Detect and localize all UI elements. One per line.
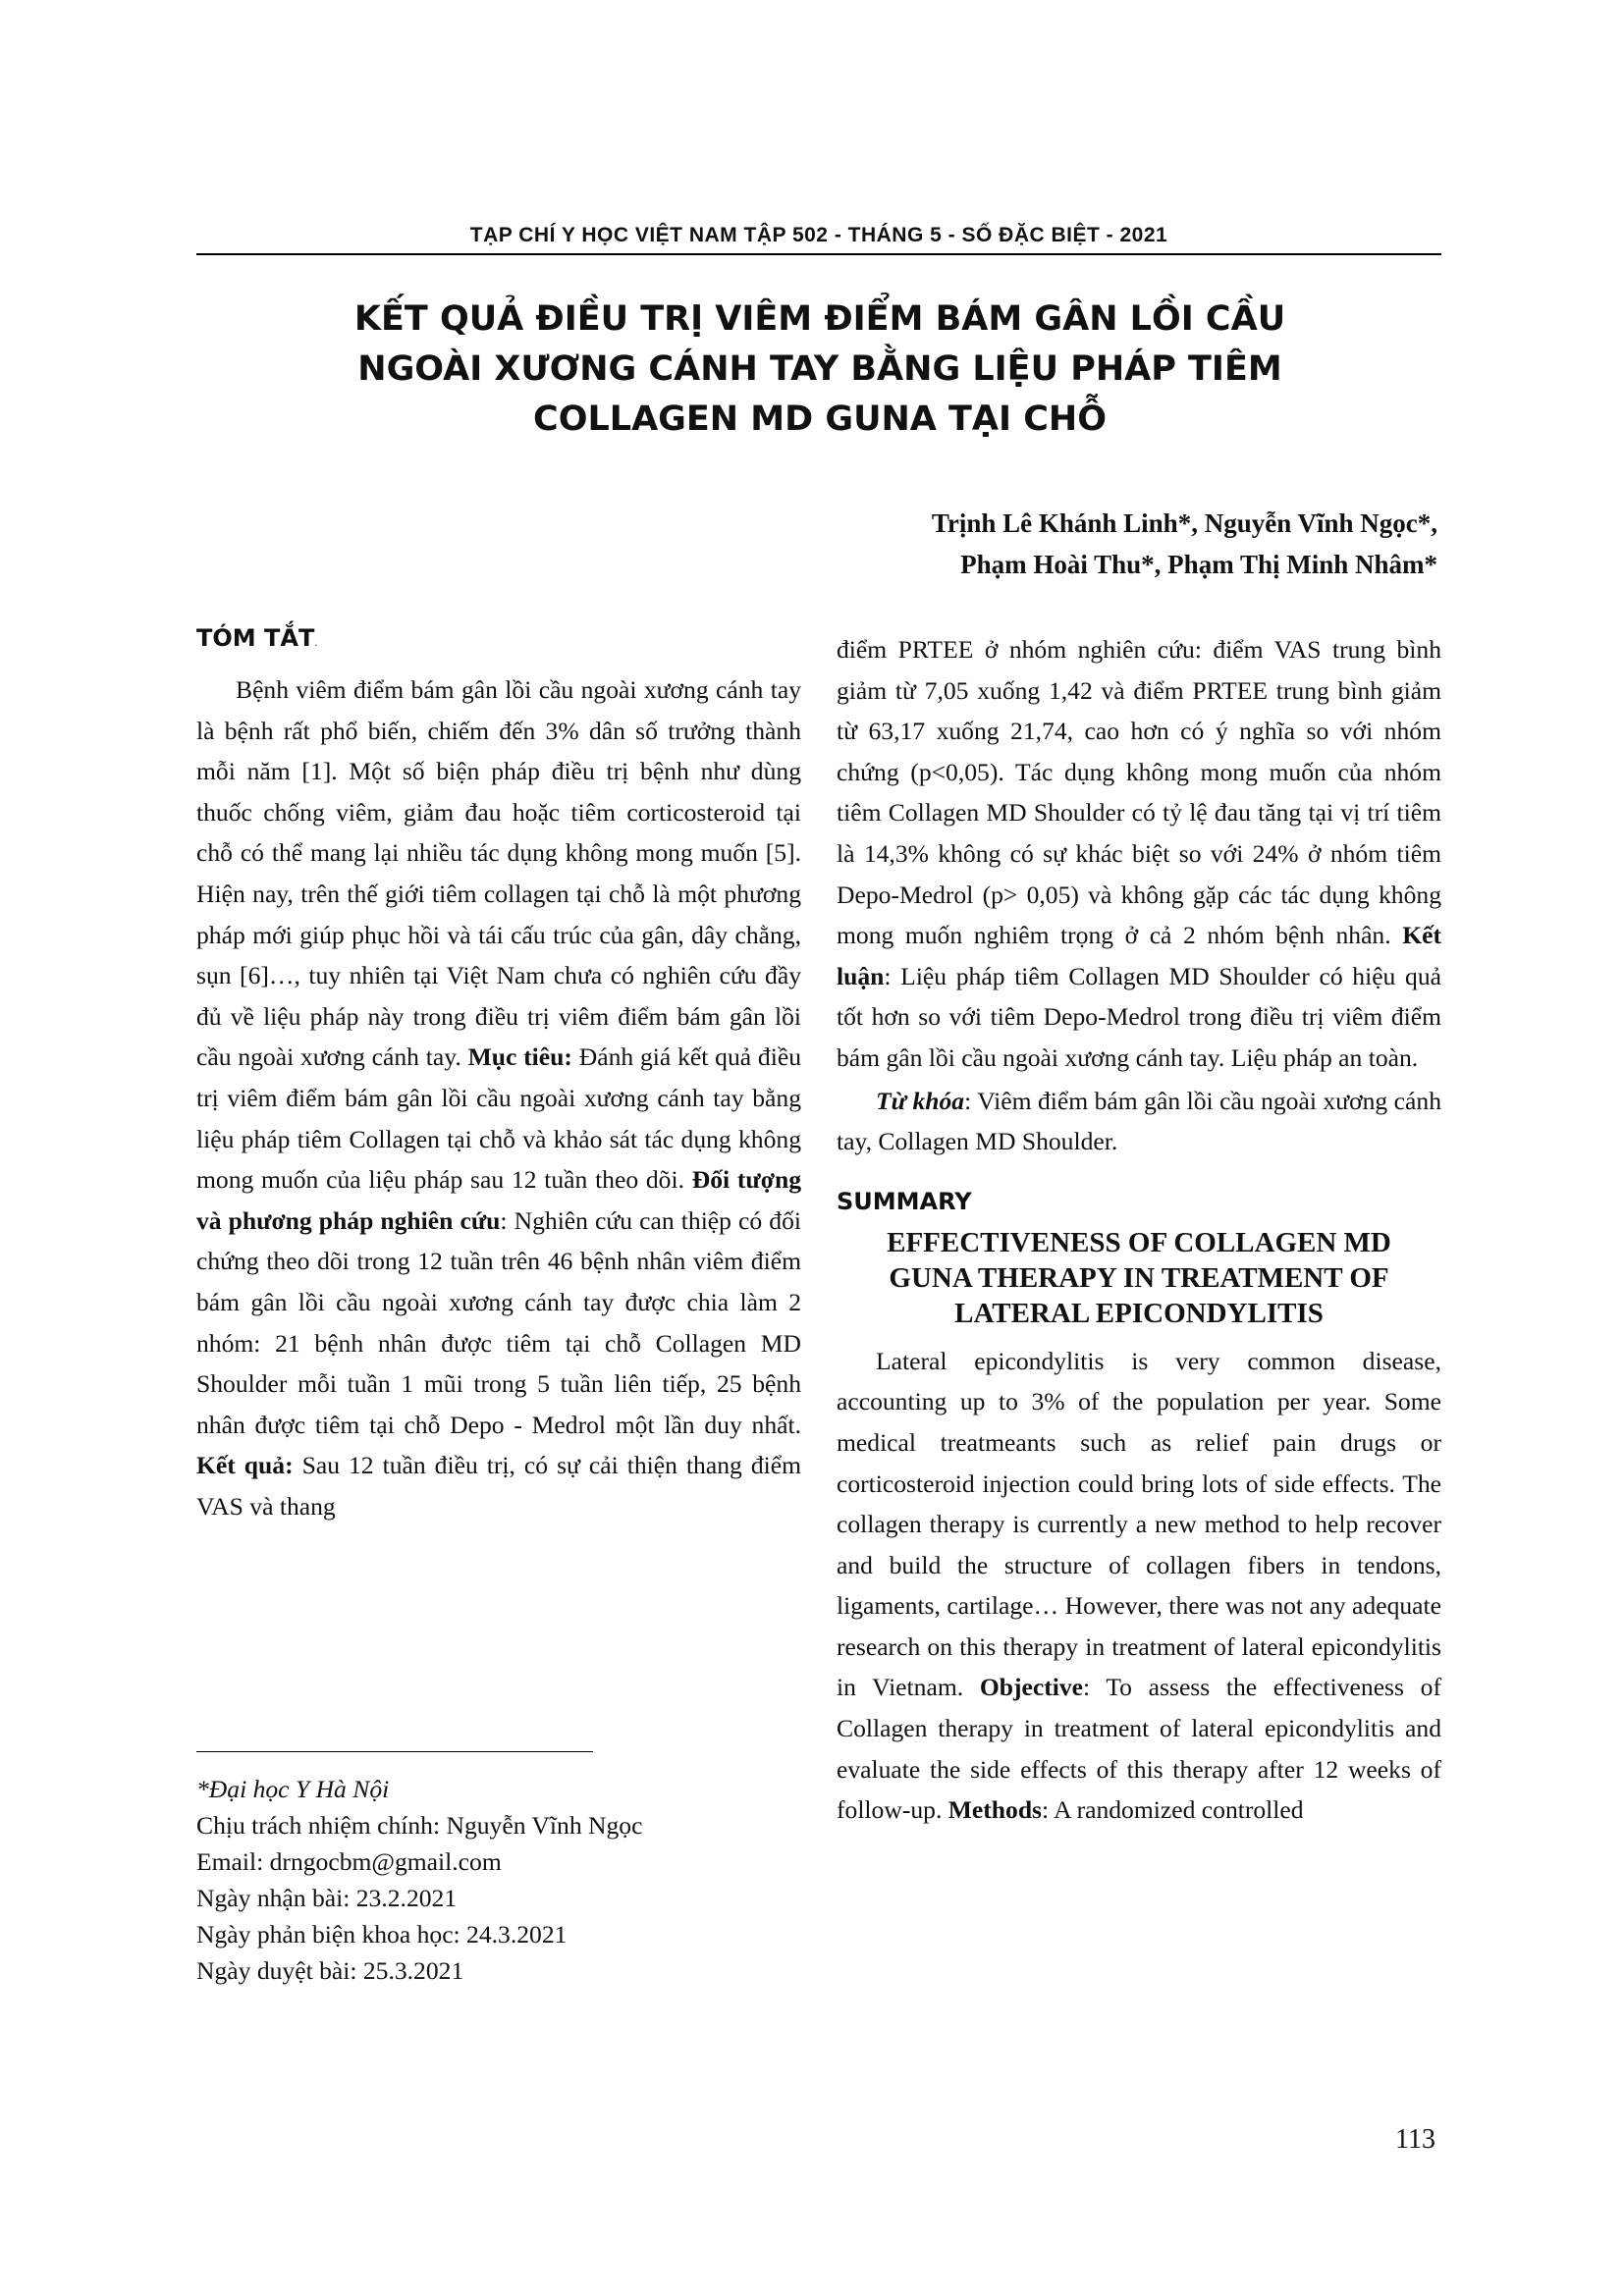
en-methods-label: Methods: [947, 1795, 1043, 1825]
footnotes: [196, 1771, 805, 1989]
date-accepted: Ngày duyệt bài: 25.3.2021: [196, 1956, 464, 1985]
abstract-heading-mark: .: [314, 638, 318, 649]
author-list: [687, 503, 1437, 585]
corresponding-author: Chịu trách nhiệm chính: Nguyễn Vĩnh Ngọc: [196, 1811, 643, 1840]
objective-text: Đánh giá kết quả điều trị viêm điểm bám gân lồi cầu ngoài xương cánh tay bằng liệu pháp tiêm Collagen tại chỗ và khảo sát tác dụng không mong muốn của liệu pháp sau 12 tuần theo dõi.: [196, 1042, 801, 1195]
page-number: 113: [1395, 2124, 1435, 2155]
keywords-label: Từ khóa: [876, 1086, 965, 1115]
en-objective-text: : To assess the effectiveness of Collagen therapy in treatment of lateral epicondylitis and evaluate the side effects of this therapy after 12 weeks of follow-up.: [837, 1673, 1441, 1825]
summary-paragraph: [837, 1341, 1441, 1831]
results-text-part2: điểm PRTEE ở nhóm nghiên cứu: điểm VAS trung bình giảm từ 7,05 xuống 1,42 và điểm PRTEE trung bình giảm từ 63,17 xuống 21,74, cao hơn có ý nghĩa so với nhóm chứng (p<0,05). Tác dụng không mong muốn của nhóm tiêm Collagen MD Shoulder có tỷ lệ đau tăng tại vị trí tiêm là 14,3% không có sự khác biệt so với 24% ở nhóm tiêm Depo-Medrol (p> 0,05) và không gặp các tác dụng không mong muốn nghiêm trọng ở cả 2 nhóm bệnh nhân.: [837, 635, 1441, 950]
date-received: Ngày nhận bài: 23.2.2021: [196, 1884, 458, 1912]
affiliation: *Đại học Y Hà Nội: [196, 1775, 390, 1803]
english-title-line: LATERAL EPICONDYLITIS: [954, 1297, 1324, 1329]
keywords-text: : Viêm điểm bám gân lồi cầu ngoài xương cánh tay, Collagen MD Shoulder.: [837, 1086, 1441, 1156]
email: Email: drngocbm@gmail.com: [196, 1847, 502, 1876]
keywords: [837, 1081, 1441, 1162]
title-line: NGOÀI XƯƠNG CÁNH TAY BẰNG LIỆU PHÁP TIÊM: [357, 349, 1282, 389]
results-text-part1: Sau 12 tuần điều trị, có sự cải thiện thang điểm VAS và thang: [196, 1451, 801, 1521]
summary-intro: Lateral epicondylitis is very common disease, accounting up to 3% of the population per year. Some medical treatmeants such as relief pain drugs or corticosteroid injection could bring lots of side effects. The collagen therapy is currently a new method to help recover and build the structure of collagen fibers in tendons, ligaments, cartilage… However, there was not any adequate research on this therapy in treatment of lateral epicondylitis in Vietnam.: [837, 1346, 1441, 1702]
running-header: TẠP CHÍ Y HỌC VIỆT NAM TẬP 502 - THÁNG 5 - SỐ ĐẶC BIỆT - 2021: [469, 224, 1168, 246]
article-title: [255, 294, 1384, 445]
author-line: Phạm Hoài Thu*, Phạm Thị Minh Nhâm*: [960, 550, 1437, 579]
en-objective-label: Objective: [979, 1673, 1083, 1702]
en-methods-text: : A randomized controlled: [1042, 1795, 1304, 1825]
header-rule: [196, 253, 1441, 255]
title-line: COLLAGEN MD GUNA TẠI CHỖ: [533, 400, 1107, 439]
methods-text: : Nghiên cứu can thiệp có đối chứng theo dõi trong 12 tuần trên 46 bệnh nhân viêm điểm bám gân lồi cầu ngoài xương cánh tay được chia làm 2 nhóm: 21 bệnh nhân được tiêm tại chỗ Collagen MD Shoulder mỗi tuần 1 mũi trong 5 tuần liên tiếp, 25 bệnh nhân được tiêm tại chỗ Depo - Medrol một lần duy nhất.: [196, 1205, 802, 1439]
english-title-line: GUNA THERAPY IN TREATMENT OF: [889, 1261, 1389, 1294]
conclusion-label: Kết luận: [837, 921, 1441, 990]
abstract-heading: [196, 618, 801, 664]
date-reviewed: Ngày phản biện khoa học: 24.3.2021: [196, 1920, 568, 1949]
objective-label: Mục tiêu:: [467, 1042, 572, 1072]
methods-label: Đối tượng và phương pháp nghiên cứu: [196, 1165, 801, 1235]
footnote-rule: [196, 1751, 593, 1752]
title-line: KẾT QUẢ ĐIỀU TRỊ VIÊM ĐIỂM BÁM GÂN LỒI CẦU: [353, 299, 1286, 339]
summary-heading: SUMMARY: [837, 1187, 972, 1215]
right-column: [837, 629, 1441, 1831]
english-title: [837, 1225, 1441, 1331]
abstract-paragraph: [196, 669, 801, 1526]
abstract-intro: Bệnh viêm điểm bám gân lồi cầu ngoài xương cánh tay là bệnh rất phổ biến, chiếm đến 3% dân số trưởng thành mỗi năm [1]. Một số biện pháp điều trị bệnh như dùng thuốc chống viêm, giảm đau hoặc tiêm corticosteroid tại chỗ có thể mang lại nhiều tác dụng không mong muốn [5]. Hiện nay, trên thế giới tiêm collagen tại chỗ là một phương pháp mới giúp phục hồi và tái cấu trúc của gân, dây chằng, sụn [6]…, tuy nhiên tại Việt Nam chưa có nghiên cứu đầy đủ về liệu pháp này trong điều trị viêm điểm bám gân lồi cầu ngoài xương cánh tay.: [196, 675, 801, 1072]
author-line: Trịnh Lê Khánh Linh*, Nguyễn Vĩnh Ngọc*,: [931, 508, 1437, 538]
conclusion-text: : Liệu pháp tiêm Collagen MD Shoulder có hiệu quả tốt hơn so với tiêm Depo-Medrol trong điều trị viêm điểm bám gân lồi cầu ngoài xương cánh tay. Liệu pháp an toàn.: [837, 961, 1441, 1072]
results-label: Kết quả:: [196, 1451, 294, 1480]
left-column: [196, 618, 801, 1526]
abstract-heading-text: TÓM TẮT: [196, 624, 315, 652]
abstract-continuation: [837, 629, 1441, 1079]
english-title-line: EFFECTIVENESS OF COLLAGEN MD: [887, 1226, 1391, 1258]
